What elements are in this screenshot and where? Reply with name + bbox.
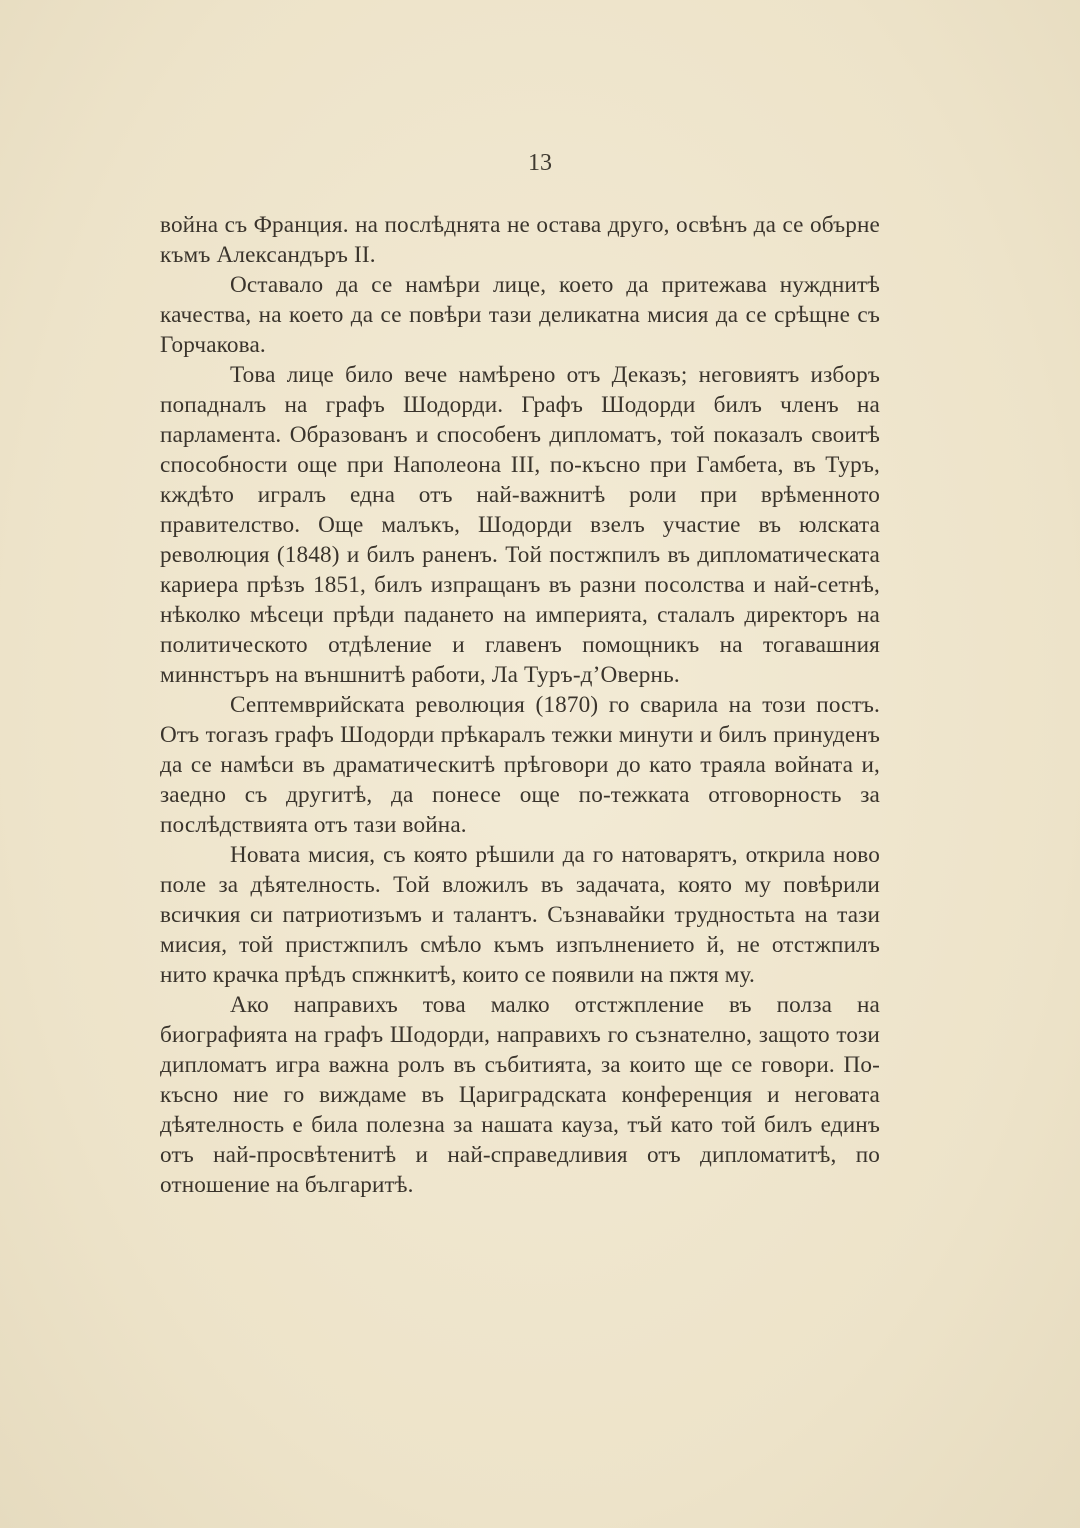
page-number: 13 (528, 150, 552, 176)
paragraph-3: Това лице било вече намѣрено отъ Деказъ; неговиятъ изборъ попадналъ на графъ Шодорди. Графъ Шодорди билъ членъ на парламента. Образованъ и способенъ дипломатъ, той показалъ своитѣ способности още при Наполеона III, по-късно при Гамбета, въ Туръ, кждѣто игралъ една отъ най-важнитѣ роли при врѣменното правителство. Още малъкъ, Шодорди взелъ участие въ юлската революция (1848) и билъ раненъ. Той постжпилъ въ дипломатическата кариера прѣзъ 1851, билъ изпращанъ въ разни посолства и най-сетнѣ, нѣколко мѣсеци прѣди падането на империята, сталалъ директоръ на политическото отдѣление и главенъ помощникъ на тогавашния миннстъръ на външнитѣ работи, Ла Туръ-д’Овернь. (160, 362, 880, 688)
paragraph-2: Оставало да се намѣри лице, което да притежава нужднитѣ качества, на което да се повѣри тази деликатна мисия да се срѣщне съ Горчакова. (160, 272, 880, 358)
paragraph-1: война съ Франция. на послѣднята не остава друго, освѣнъ да се обърне къмъ Александъръ II. (160, 212, 880, 268)
paragraph-4: Септемврийската революция (1870) го сварила на този постъ. Отъ тогазъ графъ Шодорди прѣкаралъ тежки минути и билъ принуденъ да се намѣси въ драматическитѣ прѣговори до като траяла войната и, заедно съ другитѣ, да понесе още по-тежката отговорность за послѣдствията отъ тази война. (160, 692, 880, 838)
body-text (160, 210, 880, 1200)
paragraph-6: Ако направихъ това малко отстжпление въ полза на биографията на графъ Шодорди, направихъ го съзнателно, защото този дипломатъ игра важна ролъ въ събитията, за които ще се говори. По-късно ние го виждаме въ Цариградската конференция и неговата дѣятелность е била полезна за нашата кауза, тъй като той билъ единъ отъ най-просвѣтенитѣ и най-справедливия отъ дипломатитѣ, по отношение на българитѣ. (160, 992, 880, 1198)
paragraph-5: Новата мисия, съ която рѣшили да го натоварятъ, открила ново поле за дѣятелность. Той вложилъ въ задачата, която му повѣрили всичкия си патриотизъмъ и талантъ. Съзнавайки трудностьта на тази мисия, той пристжпилъ смѣло къмъ изпълнението й, не отстжпилъ нито крачка прѣдъ спжнкитѣ, които се появили на пжтя му. (160, 842, 880, 988)
